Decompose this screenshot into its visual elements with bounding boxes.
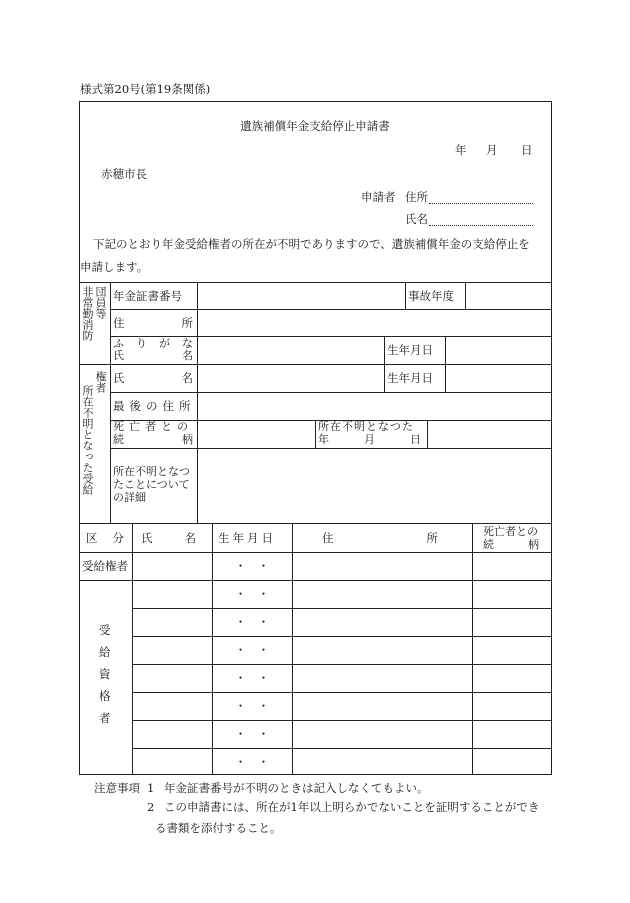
date-month-label: 月 — [486, 143, 498, 157]
note-1-text: 年金証書番号が不明のときは記入しなくてもよい。 — [164, 781, 429, 795]
birth-date-placeholder: ・ ・ — [234, 615, 270, 629]
cell-divider — [445, 364, 446, 392]
label-column-divider — [197, 282, 198, 523]
rule — [132, 608, 552, 609]
column-divider — [292, 523, 293, 774]
rule — [79, 552, 552, 553]
member-address-label: 住 所 — [113, 316, 193, 330]
rule — [132, 692, 552, 693]
applicant-address-label: 住所 — [405, 190, 428, 204]
applicant-name-field[interactable] — [429, 225, 533, 226]
addressee: 赤穂市長 — [101, 167, 147, 181]
header-relation-row-1: 死亡者との — [483, 525, 538, 538]
accident-year-label: 事故年度 — [408, 289, 454, 303]
section-divider — [79, 523, 552, 524]
birth-date-placeholder: ・ ・ — [234, 559, 270, 573]
upper-table-top-rule — [79, 282, 552, 283]
header-relation-row-2: 続 柄 — [483, 538, 539, 551]
birth-date-placeholder: ・ ・ — [234, 643, 270, 657]
eligible-label-char: 者 — [99, 711, 111, 725]
rule — [110, 336, 552, 337]
birth-date-placeholder: ・ ・ — [234, 699, 270, 713]
rule — [110, 448, 552, 449]
note-1-number: 1 — [147, 781, 155, 795]
cell-divider — [405, 282, 406, 309]
form-number: 様式第20号(第19条関係) — [80, 82, 211, 96]
recipient-group-label-1: 所在不明となった受給 — [81, 385, 94, 495]
column-divider — [472, 523, 473, 774]
cell-divider — [445, 336, 446, 364]
note-2-number: 2 — [147, 800, 155, 814]
note-2-line-1: この申請書には、所在が1年以上明らかでないことを証明することができ — [164, 800, 540, 814]
cell-divider — [315, 420, 316, 448]
last-address-label: 最後の住所 — [113, 399, 196, 413]
column-divider — [132, 523, 133, 774]
rule — [132, 748, 552, 749]
date-year-label: 年 — [455, 143, 467, 157]
birth-date-placeholder: ・ ・ — [234, 587, 270, 601]
member-birth-date-label: 生年月日 — [387, 343, 433, 357]
applicant-label: 申請者 — [361, 190, 396, 204]
rule — [132, 720, 552, 721]
section-divider — [79, 364, 552, 365]
missing-detail-label: 所在不明となつたことについての詳細 — [113, 465, 190, 504]
rule — [110, 309, 552, 310]
header-birth-date: 生年月日 — [218, 531, 276, 545]
note-2-line-2: る書類を添付すること。 — [155, 821, 282, 835]
member-furigana-row: ふ り が な — [113, 337, 193, 350]
relation-label-row-2: 続 柄 — [113, 433, 193, 446]
recipient-row-label: 受給権者 — [82, 559, 128, 573]
cell-divider — [427, 420, 428, 448]
applicant-name-label: 氏名 — [405, 212, 428, 226]
header-name: 氏 名 — [141, 531, 196, 545]
cell-divider — [384, 364, 385, 392]
member-name-row: 氏 名 — [113, 349, 193, 362]
header-category: 区 分 — [86, 531, 124, 545]
missing-date-label-row-1: 所在不明となつた — [318, 420, 414, 433]
rule — [132, 664, 552, 665]
form-title: 遺族補償年金支給停止申請書 — [240, 119, 390, 133]
recipient-name-label: 氏 名 — [113, 371, 193, 385]
eligible-label-char: 格 — [99, 689, 111, 703]
statement-line-1: 下記のとおり年金受給権者の所在が不明でありますので、遺族補償年金の支給停止を — [93, 237, 530, 251]
date-day-label: 日 — [521, 143, 533, 157]
birth-date-placeholder: ・ ・ — [234, 671, 270, 685]
pension-cert-no-label: 年金証書番号 — [113, 289, 182, 303]
group-label-divider — [110, 282, 111, 523]
missing-date-label-row-2: 年 月 日 — [318, 433, 421, 446]
statement-line-2: 申請します。 — [80, 260, 149, 274]
relation-label-row-1: 死亡者との — [113, 420, 193, 433]
birth-date-placeholder: ・ ・ — [234, 755, 270, 769]
cell-divider — [384, 336, 385, 364]
birth-date-placeholder: ・ ・ — [234, 727, 270, 741]
eligible-label-char: 資 — [99, 667, 111, 681]
rule — [132, 636, 552, 637]
recipient-birth-date-label: 生年月日 — [387, 371, 433, 385]
eligible-label-char: 給 — [99, 645, 111, 659]
rule — [110, 392, 552, 393]
cell-divider — [465, 282, 466, 309]
notes-label: 注意事項 — [94, 781, 140, 795]
header-address: 住 所 — [322, 531, 438, 545]
rule — [79, 580, 552, 581]
member-group-label-2: 団員等 — [94, 286, 107, 319]
member-group-label-1: 非常勤消防 — [81, 286, 94, 341]
eligible-label-char: 受 — [99, 623, 111, 637]
recipient-group-label-2: 権者 — [94, 371, 107, 393]
applicant-address-field[interactable] — [429, 203, 533, 204]
